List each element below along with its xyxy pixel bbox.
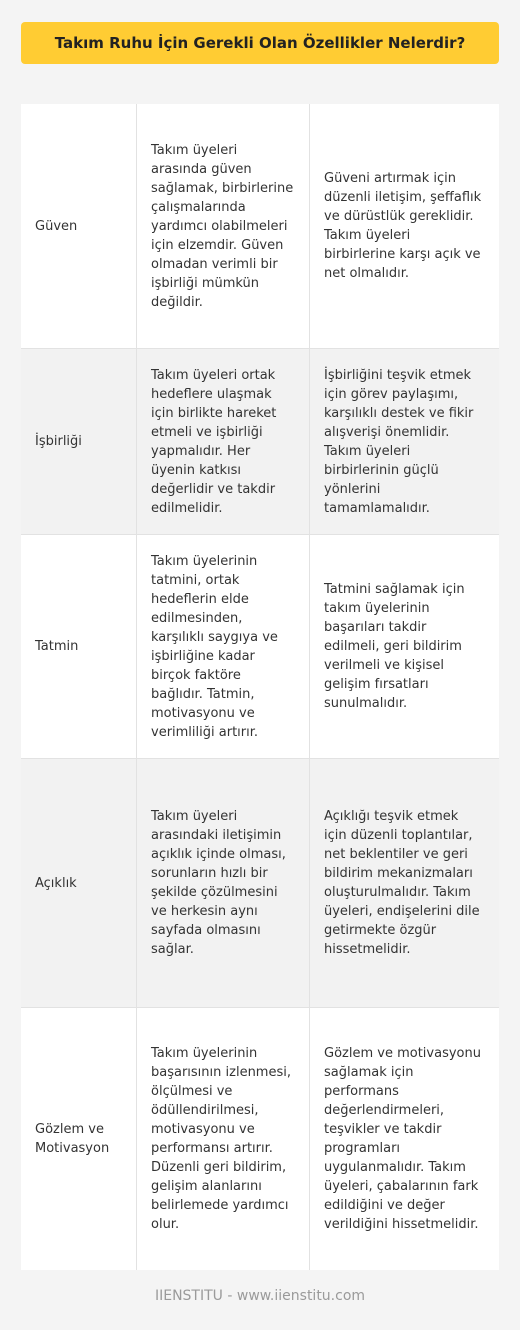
table-row: [21, 758, 499, 1007]
table-row: [21, 1007, 499, 1270]
table-row: [21, 104, 499, 348]
table-row: [21, 348, 499, 534]
feature-suggestion: Tatmini sağlamak için takım üyelerinin başarıları takdir edilmeli, geri bildirim verilmeli ve kişisel gelişim fırsatları sunulmalıdır.: [324, 582, 465, 711]
page-title: Takım Ruhu İçin Gerekli Olan Özellikler Nelerdir?: [21, 22, 499, 64]
feature-suggestion: Gözlem ve motivasyonu sağlamak için performans değerlendirmeleri, teşvikler ve takdir programları uygulanmalıdır. Takım üyeleri, çabalarının fark edildiğini ve değer verildiğini hissetmelidir.: [324, 1046, 481, 1232]
feature-suggestion: Açıklığı teşvik etmek için düzenli toplantılar, net beklentiler ve geri bildirim mekanizmaları oluşturulmalıdır. Takım üyeleri, endişelerini dile getirmekte özgür hissetmelidir.: [324, 809, 480, 957]
footer-credit: IIENSTITU - www.iienstitu.com: [154, 1288, 366, 1304]
feature-description: Takım üyeleri arasındaki iletişimin açıklık içinde olması, sorunların hızlı bir şekilde çözülmesini ve herkesin aynı sayfada olmasını sağlar.: [136, 759, 310, 1007]
feature-description: Takım üyeleri arasında güven sağlamak, birbirlerine çalışmalarında yardımcı olabilmeleri için elzemdir. Güven olmadan verimli bir işbirliği mümkün değildir.: [136, 104, 310, 348]
feature-name: Güven: [35, 218, 78, 234]
features-table: [21, 104, 499, 1270]
feature-description: Takım üyeleri ortak hedeflere ulaşmak için birlikte hareket etmeli ve işbirliği yapmalıdır. Her üyenin katkısı değerlidir ve takdir edilmelidir.: [136, 349, 310, 534]
feature-description: Takım üyelerinin başarısının izlenmesi, ölçülmesi ve ödüllendirilmesi, motivasyonu ve performansı artırır. Düzenli geri bildirim, gelişim alanlarını belirlemede yardımcı olur.: [136, 1008, 310, 1270]
feature-suggestion: İşbirliğini teşvik etmek için görev paylaşımı, karşılıklı destek ve fikir alışverişi önemlidir. Takım üyeleri birbirlerinin güçlü yönlerini tamamlamalıdır.: [324, 367, 474, 516]
feature-name: Tatmin: [35, 639, 79, 654]
feature-name: Gözlem ve Motivasyon: [35, 1122, 110, 1156]
feature-description: Takım üyelerinin tatmini, ortak hedeflerin elde edilmesinden, karşılıklı saygıya ve işbirliğine kadar birçok faktöre bağlıdır. Tatmin, motivasyonu ve verimliliği artırır.: [136, 535, 310, 758]
feature-suggestion: Güveni artırmak için düzenli iletişim, şeffaflık ve dürüstlük gereklidir. Takım üyeleri birbirlerine karşı açık ve net olmalıdır.: [324, 171, 482, 281]
feature-name: Açıklık: [35, 875, 77, 891]
feature-name: İşbirliği: [35, 434, 82, 449]
table-row: [21, 534, 499, 758]
